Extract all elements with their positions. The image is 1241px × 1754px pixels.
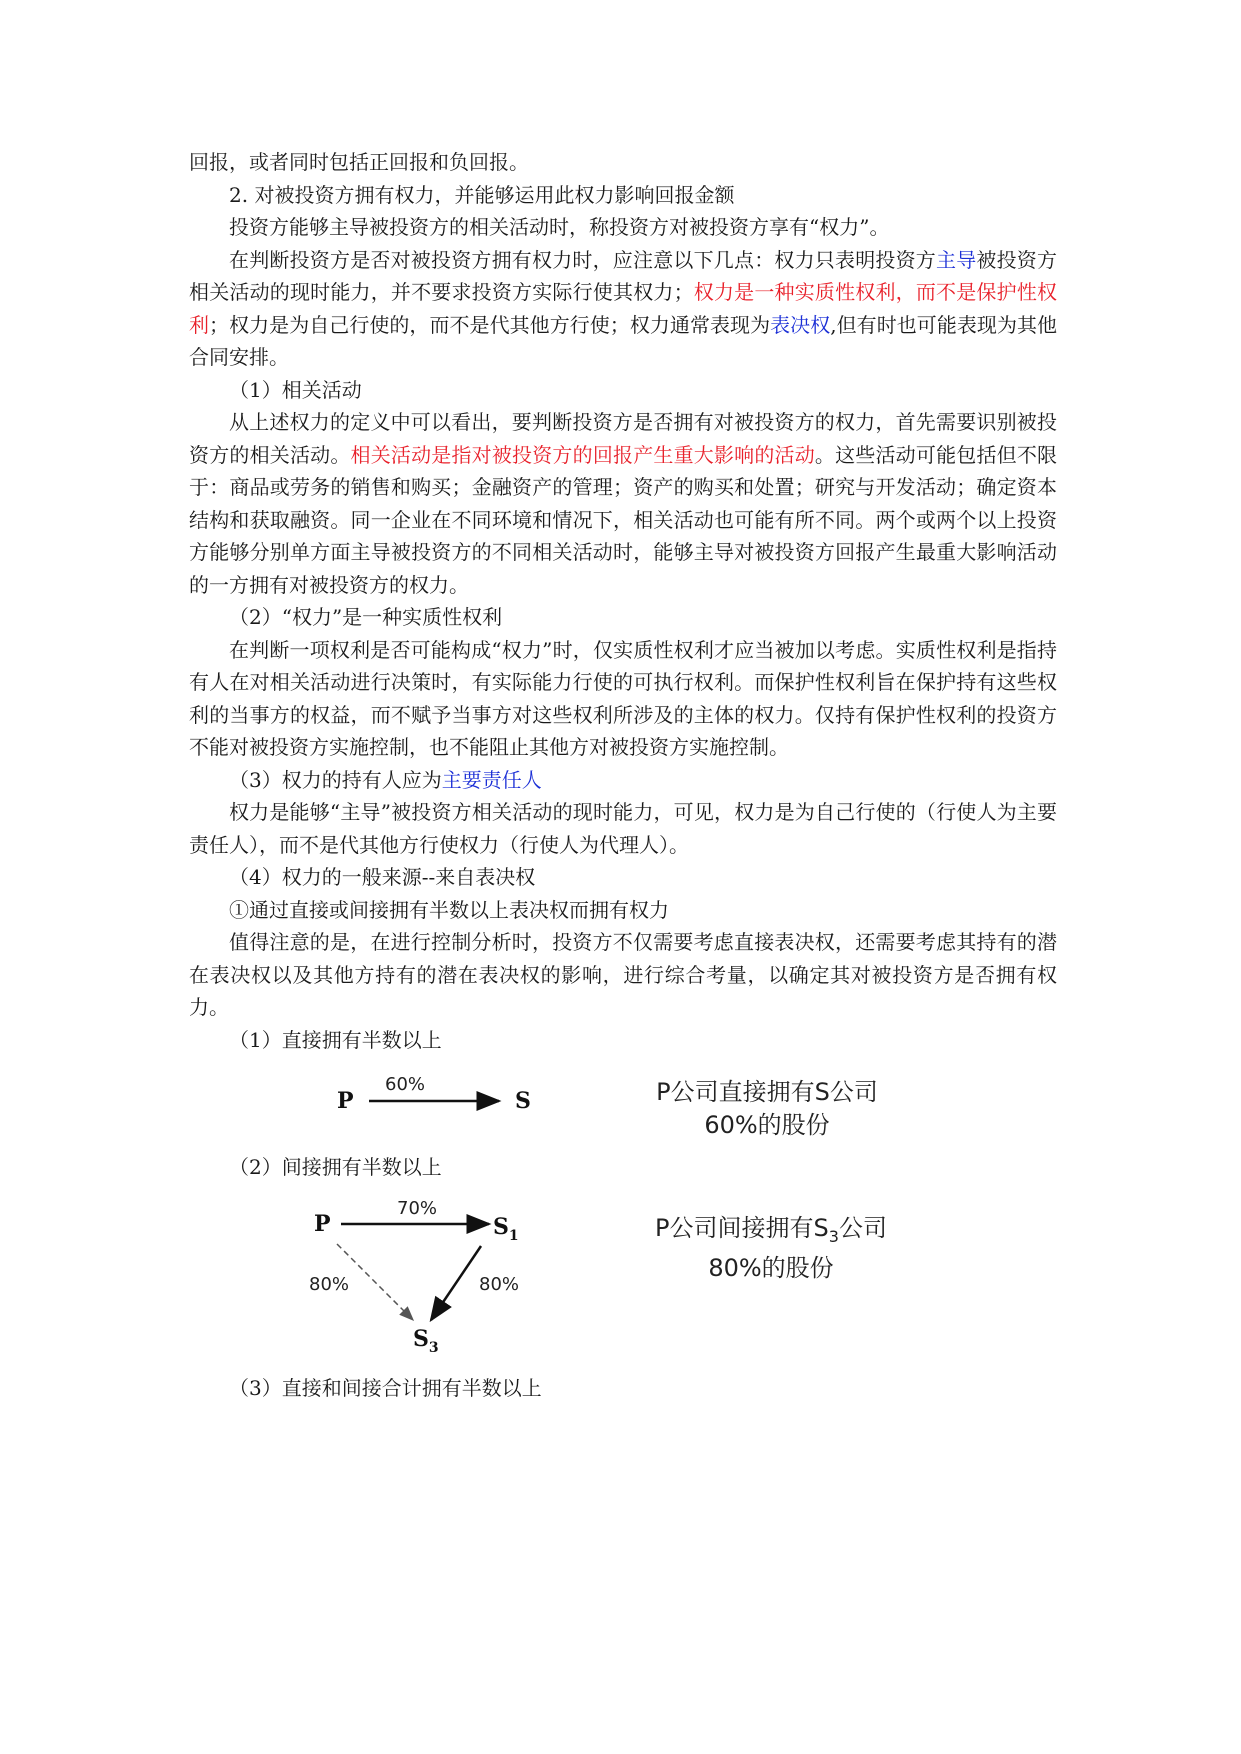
highlight-blue: 主导 [936, 247, 977, 272]
caption-subscript: 3 [828, 1226, 839, 1246]
edge-label: 60% [385, 1074, 426, 1095]
paragraph: 投资方能够主导被投资方的相关活动时，称投资方对被投资方享有“权力”。 [229, 215, 890, 239]
indirect-ownership-arrow-graphic [189, 1184, 1057, 1372]
node-s1 [493, 1214, 519, 1244]
node-s1-subscript: 1 [508, 1227, 519, 1244]
node-p: P [314, 1210, 331, 1237]
subheading: （2）间接拥有半数以上 [229, 1155, 442, 1179]
paragraph: 在判断一项权利是否可能构成“权力”时，仅实质性权利才应当被加以考虑。实质性权利是指持有人在对相关活动进行决策时，有实际能力行使的可执行权利。而保护性权利旨在保护持有这些权利的当事方的权益，而不赋予当事方对这些权利所涉及的主体的权力。仅持有保护性权利的投资方不能对被投资方实施控制，也不能阻止其他方对被投资方实施控制。 [189, 637, 1057, 759]
highlight-red: 相关活动是指对被投资方的回报产生重大影响的活动 [350, 442, 815, 467]
section-heading: 2. 对被投资方拥有权力，并能够运用此权力影响回报金额 [229, 182, 735, 207]
diagram-caption [649, 1076, 885, 1142]
node-s: S [515, 1088, 531, 1114]
caption-line [646, 1212, 896, 1253]
edge-arrow-s1-s3 [431, 1246, 481, 1320]
subheading [189, 764, 1057, 797]
text-run: ；权力是为自己行使的，而不是代其他方行使；权力通常表现为 [209, 312, 771, 337]
highlight-blue: 表决权 [770, 312, 831, 337]
paragraph [189, 406, 1057, 601]
text-run: （3）权力的持有人应为 [229, 767, 442, 792]
text-run: 。这些活动可能包括但不限于：商品或劳务的销售和购买；金融资产的管理；资产的购买和处置；研究与开发活动；确定资本结构和获取融资。同一企业在不同环境和情况下，相关活动也可能有所不同。两个或两个以上投资方能够分别单方面主导被投资方的不同相关活动时，能够主导对被投资方回报产生最重大影响活动的一方拥有对被投资方的权力。 [189, 442, 1058, 597]
node-s1-letter: S [493, 1213, 509, 1240]
edge-label-s1-s3: 80% [479, 1273, 520, 1295]
node-s3-subscript: 3 [428, 1339, 439, 1356]
paragraph: 值得注意的是，在进行控制分析时，投资方不仅需要考虑直接表决权，还需要考虑其持有的潜在表决权以及其他方持有的潜在表决权的影响，进行综合考量，以确定其对被投资方是否拥有权力。 [189, 930, 1057, 1019]
caption-line: 60%的股份 [704, 1111, 830, 1139]
direct-ownership-diagram [189, 1056, 1057, 1151]
text-run: ,但有时也可能表现为其他合同安排。 [189, 312, 1058, 369]
indirect-ownership-diagram [189, 1184, 1057, 1372]
subheading: （1）直接拥有半数以上 [229, 1027, 442, 1052]
paragraph: 回报，或者同时包括正回报和负回报。 [189, 150, 529, 174]
subheading: （2）“权力”是一种实质性权利 [229, 605, 503, 629]
subheading: （4）权力的一般来源--来自表决权 [229, 865, 536, 889]
text-run: 从上述权力的定义中可以看出，要判断投资方是否拥有对被投资方的权力，首先需要识别被投资方的相关活动。 [189, 410, 1057, 467]
edge-label-p-s3: 80% [309, 1273, 350, 1295]
text-run: 被投资方相关活动的现时能力，并不要求投资方实际行使其权力； [189, 247, 1058, 304]
text-run: 在判断投资方是否对被投资方拥有权力时，应注意以下几点：权力只表明投资方 [229, 247, 936, 272]
diagram-caption [646, 1212, 896, 1286]
subheading: ①通过直接或间接拥有半数以上表决权而拥有权力 [229, 897, 669, 922]
subheading: （3）直接和间接合计拥有半数以上 [229, 1375, 542, 1400]
document-page [189, 146, 1057, 1404]
caption-text: P公司间接拥有S [655, 1213, 829, 1242]
direct-ownership-arrow-graphic [189, 1056, 1057, 1151]
caption-text: 公司 [838, 1213, 887, 1242]
subheading: （1）相关活动 [229, 377, 362, 402]
paragraph: 权力是能够“主导”被投资方相关活动的现时能力，可见，权力是为自己行使的（行使人为主要责任人），而不是代其他方行使权力（行使人为代理人）。 [189, 800, 1057, 857]
paragraph [189, 244, 1057, 374]
node-p: P [337, 1088, 354, 1114]
node-s3 [413, 1326, 439, 1356]
highlight-blue: 主要责任人 [441, 767, 542, 792]
highlight-red: 权力是一种实质性权利，而不是保护性权利 [189, 280, 1058, 337]
edge-label-p-s1: 70% [397, 1197, 438, 1219]
caption-line: P公司直接拥有S公司 [656, 1078, 878, 1106]
caption-line: 80%的股份 [708, 1254, 834, 1283]
node-s3-letter: S [413, 1325, 429, 1352]
